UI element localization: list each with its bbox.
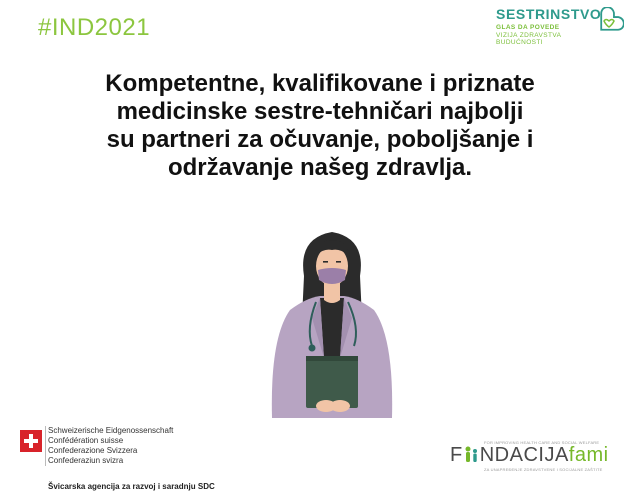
sestrinstvo-logo xyxy=(496,6,626,48)
headline-line-3: su partneri za očuvanje, poboljšanje i xyxy=(106,126,534,153)
fondacija-fami: fami xyxy=(568,444,609,466)
fondacija-wordmark xyxy=(450,444,609,467)
headline-line-2: medicinske sestre-tehničari najbolji xyxy=(116,98,524,125)
fondacija-f: F xyxy=(450,444,463,466)
brand-line-3: BUDUĆNOSTI xyxy=(496,39,543,46)
divider xyxy=(45,426,46,466)
swiss-name-it: Confederazione Svizzera xyxy=(48,446,138,455)
fondacija-tagline-bottom: ZA UNAPREĐENJE ZDRAVSTVENE I SOCIJALNE ZAŠTITE xyxy=(484,467,603,472)
heart-icon xyxy=(594,7,624,37)
swiss-name-de: Schweizerische Eidgenossenschaft xyxy=(48,426,174,435)
headline-line-4: održavanje našeg zdravlja. xyxy=(167,154,473,181)
sdc-agency-name: Švicarska agencija za razvoj i saradnju SDC xyxy=(48,482,215,491)
fondacija-ndacija: NDACIJA xyxy=(479,444,569,466)
swiss-name-rm: Confederaziun svizra xyxy=(48,456,124,465)
brand-line-1: GLAS DA POVEDE xyxy=(496,24,560,31)
fondacija-tagline-top: FOR IMPROVING HEALTH CARE AND SOCIAL WELFARE xyxy=(484,440,600,445)
swiss-name-fr: Confédération suisse xyxy=(48,436,124,445)
hashtag: #IND2021 xyxy=(38,14,151,41)
swiss-names xyxy=(48,426,173,466)
brand-title: SESTRINSTVO xyxy=(496,6,602,22)
fondacija-fami-logo xyxy=(450,438,620,478)
family-icon xyxy=(463,444,480,464)
headline xyxy=(30,70,610,182)
swiss-flag-icon xyxy=(20,430,42,452)
swiss-confederation-block xyxy=(20,424,220,494)
headline-line-1: Kompetentne, kvalifikovane i priznate xyxy=(105,70,535,97)
brand-line-2: VIZIJA ZDRAVSTVA xyxy=(496,32,562,39)
nurse-illustration xyxy=(262,218,402,428)
